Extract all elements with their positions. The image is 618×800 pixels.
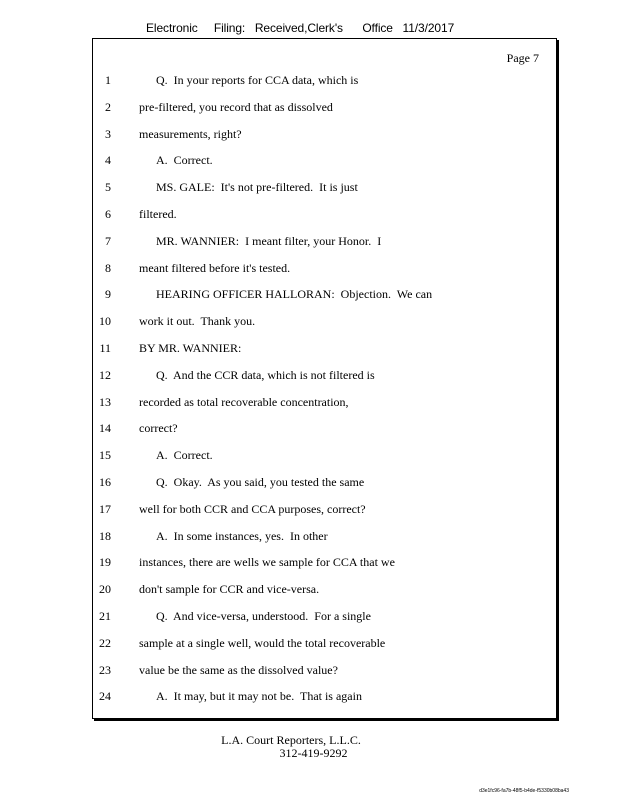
transcript-line [93,72,556,99]
line-number: 5 [105,180,111,195]
line-number: 10 [99,314,111,329]
transcript-line [93,420,556,447]
line-text: Q. Okay. As you said, you tested the same [156,474,365,489]
line-number: 3 [105,126,111,141]
line-text: Q. In your reports for CCA data, which is [156,73,359,87]
line-text: HEARING OFFICER HALLORAN: Objection. We can [156,287,433,302]
line-text: well for both CCR and CCA purposes, correct? [139,501,366,516]
transcript-line [93,447,556,474]
line-text: meant filtered before it's tested. [139,260,291,275]
transcript-line [93,394,556,421]
line-number: 22 [99,635,111,650]
line-number: 14 [99,421,111,436]
line-text: don't sample for CCR and vice-versa. [139,582,320,597]
transcript-line [93,179,556,206]
line-text: MR. WANNIER: I meant filter, your Honor. I [156,233,382,248]
line-number: 20 [99,582,111,597]
line-text: measurements, right? [139,126,242,141]
court-reporter-name: L.A. Court Reporters, L.L.C. [221,733,361,747]
line-number: 4 [105,153,111,168]
line-number: 8 [105,260,111,275]
line-number: 6 [105,206,111,221]
line-number: 2 [105,99,111,114]
line-number: 21 [99,608,111,623]
transcript-line [93,474,556,501]
line-number: 24 [99,689,111,704]
line-text: Q. And vice-versa, understood. For a single [156,608,371,623]
transcript-line [93,501,556,528]
line-number: 11 [99,340,111,355]
line-number: 16 [99,474,111,489]
transcript-line [93,206,556,233]
transcript-line [93,286,556,313]
transcript-line [93,688,556,715]
transcript-line [93,608,556,635]
transcript-line [93,554,556,581]
transcript-line [93,528,556,555]
document-id: d3e1fc96-fa7b-48f5-b4de-f5330b08ba43 [479,788,569,794]
line-number: 23 [99,662,111,677]
transcript-line [93,233,556,260]
line-text: work it out. Thank you. [139,314,256,329]
page-number: Page 7 [506,51,539,65]
line-text: instances, there are wells we sample for CCA that we [139,555,395,570]
court-reporter-phone: 312-419-9292 [279,746,348,760]
line-text: sample at a single well, would the total recoverable [139,635,386,650]
line-number: 7 [105,233,111,248]
transcript-line [93,99,556,126]
line-text: A. In some instances, yes. In other [156,528,328,543]
transcript-line [93,581,556,608]
transcript-line [93,662,556,689]
line-text: BY MR. WANNIER: [139,340,242,355]
line-number: 19 [99,555,111,570]
line-text: Q. And the CCR data, which is not filtered is [156,367,375,382]
transcript-line [93,635,556,662]
transcript-line [93,260,556,287]
line-text: A. It may, but it may not be. That is again [156,689,362,704]
transcript-line [93,126,556,153]
transcript-page [92,38,557,719]
electronic-filing-stamp: Electronic Filing: Received,Clerk's Office 11/3/2017 [146,21,455,35]
line-number: 15 [99,448,111,463]
transcript-line [93,340,556,367]
line-number: 13 [99,394,111,409]
line-text: pre-filtered, you record that as dissolved [139,99,333,114]
transcript-line [93,313,556,340]
line-text: A. Correct. [156,153,213,168]
line-text: value be the same as the dissolved value? [139,662,338,677]
line-number: 12 [99,367,111,382]
line-text: A. Correct. [156,448,213,463]
line-number: 17 [99,501,111,516]
transcript-lines [93,72,556,715]
line-text: recorded as total recoverable concentration, [139,394,349,409]
line-number: 18 [99,528,111,543]
line-text: correct? [139,421,178,436]
transcript-line [93,367,556,394]
line-text: filtered. [139,206,177,221]
line-number: 9 [105,287,111,302]
line-number: 1 [105,73,111,87]
line-text: MS. GALE: It's not pre-filtered. It is just [156,180,358,195]
transcript-line [93,152,556,179]
